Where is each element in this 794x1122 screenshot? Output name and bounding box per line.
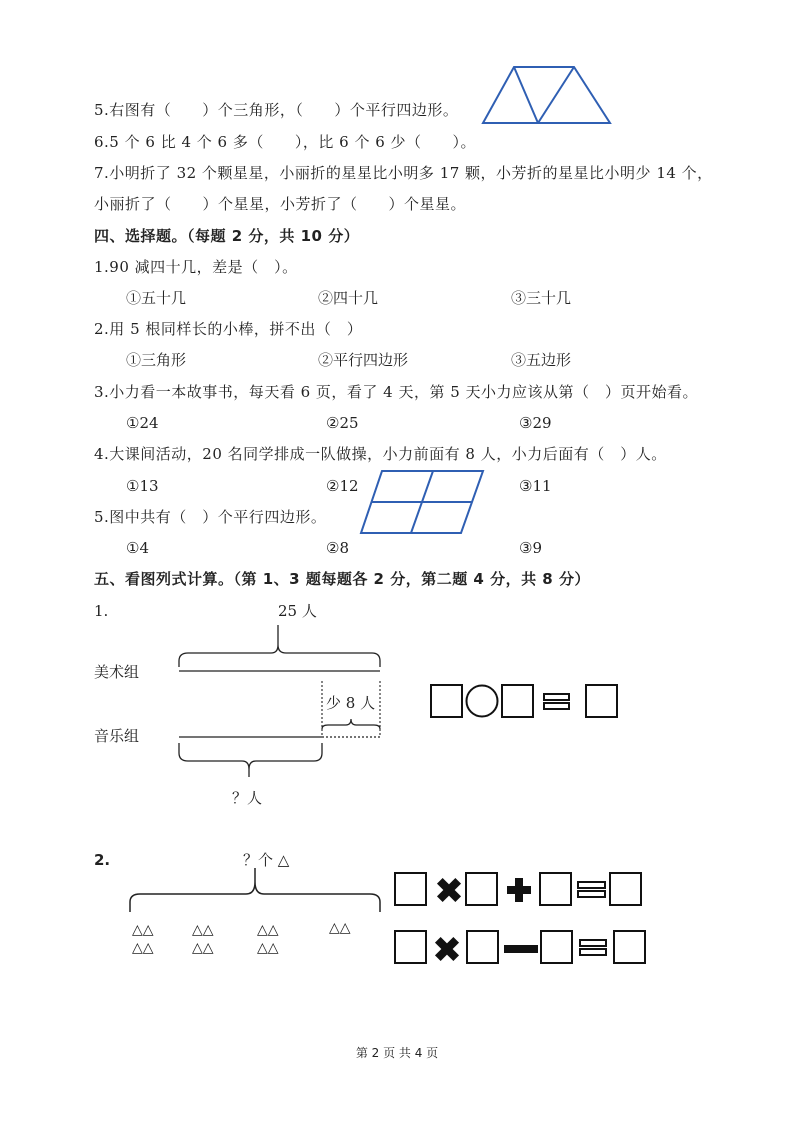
triangle-group-1-top: △△: [132, 922, 154, 938]
q1-option-2: ②四十几: [318, 289, 379, 307]
trapezoid-triangles-figure: [482, 66, 612, 124]
section-5-heading: 五、看图列式计算。（第 1、3 题每题各 2 分，第二题 4 分，共 8 分）: [94, 570, 590, 588]
art-group-label: 美术组: [94, 663, 140, 681]
problem-2-number: 2.: [94, 851, 111, 869]
q3-option-3: ③29: [519, 414, 552, 432]
triangle-group-3-bottom: △△: [257, 940, 279, 956]
q1-option-1: ①五十几: [126, 289, 187, 307]
question-3-7-line1: 7.小明折了 32 个颗星星，小丽折的星星比小明多 17 颗，小芳折的星星比小明少 14 个，: [94, 164, 713, 182]
section-4-heading: 四、选择题。（每题 2 分，共 10 分）: [94, 227, 360, 245]
question-4-5: 5.图中共有（ ）个平行四边形。: [94, 508, 327, 526]
q5-option-3: ③9: [519, 539, 542, 557]
problem-2-equation-2: [394, 930, 648, 966]
q3-option-2: ②25: [326, 414, 359, 432]
q4-option-3: ③11: [519, 477, 552, 495]
triangle-group-1-bottom: △△: [132, 940, 154, 956]
q2-option-3: ③五边形: [511, 351, 572, 369]
triangle-count-question: ？个 △: [243, 851, 290, 869]
triangle-group-4: △△: [329, 920, 351, 936]
q4-option-2: ②12: [326, 477, 359, 495]
question-4-1: 1.90 减四十几，差是（ ）。: [94, 258, 298, 276]
question-4-3: 3.小力看一本故事书，每天看 6 页，看了 4 天，第 5 天小力应该从第（ ）页开始看。: [94, 383, 699, 401]
q1-option-3: ③三十几: [511, 289, 572, 307]
triangle-group-2-bottom: △△: [192, 940, 214, 956]
question-3-7-line2: 小丽折了（ ）个星星，小芳折了（ ）个星星。: [94, 195, 467, 213]
question-3-5: 5.右图有（ ）个三角形，（ ）个平行四边形。: [94, 101, 459, 119]
q2-option-1: ①三角形: [126, 351, 187, 369]
q4-option-1: ①13: [126, 477, 159, 495]
problem-1-equation: [430, 684, 620, 720]
question-3-6: 6.5 个 6 比 4 个 6 多（ ），比 6 个 6 少（ ）。: [94, 133, 477, 151]
triangle-group-3-top: △△: [257, 922, 279, 938]
problem-2-brace: [128, 868, 384, 914]
question-4-4: 4.大课间活动，20 名同学排成一队做操，小力前面有 8 人，小力后面有（ ）人。: [94, 445, 667, 463]
unknown-people-label: ？人: [232, 789, 263, 807]
problem-2-equation-1: [394, 872, 644, 908]
music-group-label: 音乐组: [94, 727, 140, 745]
parallelogram-grid-figure: [360, 470, 485, 534]
total-label: 25 人: [278, 602, 317, 620]
triangle-group-2-top: △△: [192, 922, 214, 938]
problem-1-number: 1.: [94, 602, 109, 620]
question-4-2: 2.用 5 根同样长的小棒，拼不出（ ）: [94, 320, 363, 338]
q5-option-2: ②8: [326, 539, 349, 557]
q2-option-2: ②平行四边形: [318, 351, 409, 369]
q5-option-1: ①4: [126, 539, 149, 557]
page-footer: 第 2 页 共 4 页: [355, 1046, 439, 1060]
less-label: 少 8 人: [326, 694, 376, 712]
q3-option-1: ①24: [126, 414, 159, 432]
